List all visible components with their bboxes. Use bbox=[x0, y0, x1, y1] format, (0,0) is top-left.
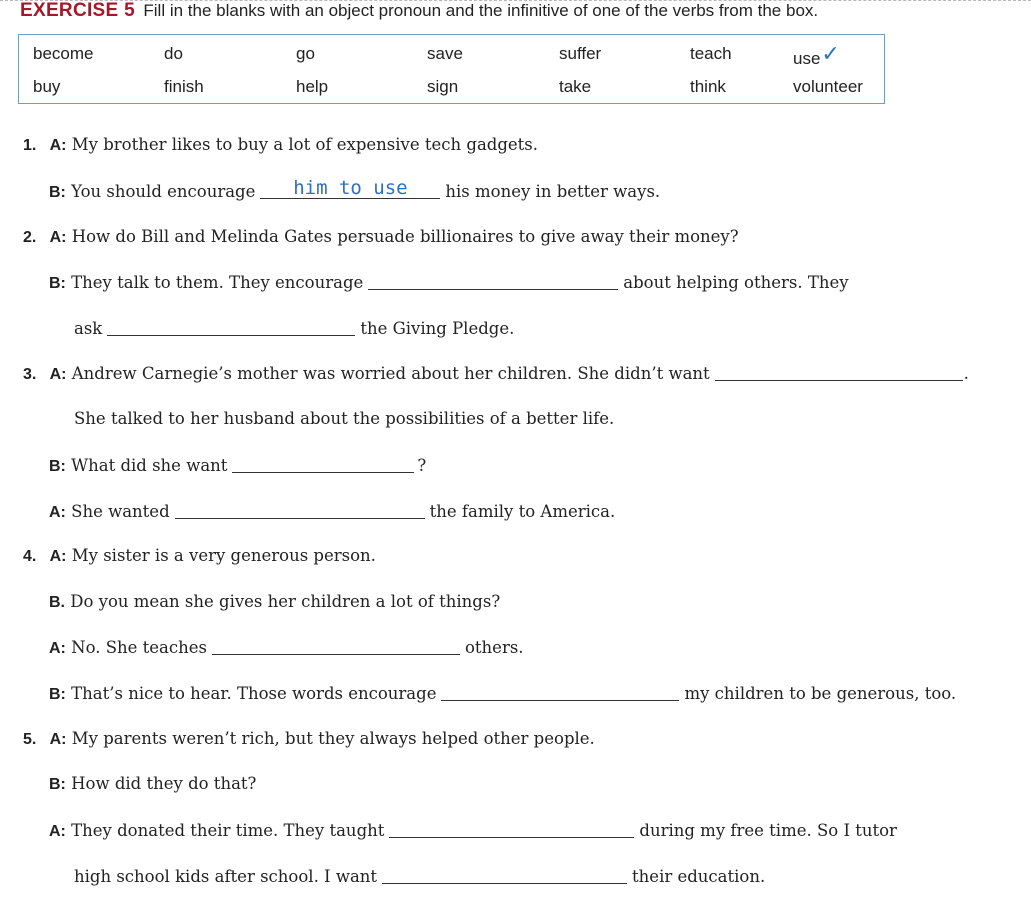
word-help: help bbox=[296, 77, 329, 96]
word-buy: buy bbox=[33, 77, 61, 96]
item-1-line-a bbox=[23, 135, 538, 156]
answer-blank[interactable] bbox=[368, 272, 618, 290]
item-number: 1. bbox=[23, 137, 37, 154]
speaker-label: B: bbox=[49, 184, 66, 201]
speaker-label: B: bbox=[49, 686, 66, 703]
word-sign: sign bbox=[427, 77, 459, 96]
dialogue-text: his money in better ways. bbox=[445, 182, 661, 201]
answer-blank[interactable] bbox=[441, 683, 679, 701]
speaker-label: A: bbox=[49, 640, 66, 657]
dialogue-text: Andrew Carnegie’s mother was worried about her children. She didn’t want bbox=[71, 364, 710, 383]
item-2-line-a bbox=[23, 227, 739, 248]
word-use bbox=[793, 41, 840, 70]
dialogue-text: That’s nice to hear. Those words encourage bbox=[71, 684, 437, 703]
handwritten-answer: him to use bbox=[293, 177, 408, 199]
verb-word-box bbox=[18, 34, 885, 104]
dialogue-text: No. She teaches bbox=[71, 638, 207, 657]
speaker-label: B. bbox=[49, 594, 65, 611]
word-volunteer: volunteer bbox=[793, 77, 863, 96]
item-number: 5. bbox=[23, 731, 37, 748]
item-5-line-c bbox=[74, 866, 765, 887]
dialogue-text: She wanted bbox=[71, 502, 170, 521]
speaker-label: A: bbox=[49, 504, 66, 521]
item-4-line-a bbox=[23, 546, 376, 567]
speaker-label: A: bbox=[49, 137, 67, 154]
word-finish: finish bbox=[164, 77, 204, 96]
dialogue-text: the Giving Pledge. bbox=[360, 319, 515, 338]
dialogue-text: What did she want bbox=[71, 456, 228, 475]
exercise-header bbox=[20, 0, 818, 22]
item-3-line-a bbox=[23, 363, 969, 385]
checkmark-icon: ✓ bbox=[821, 41, 840, 66]
item-2-line-c bbox=[74, 318, 514, 339]
dialogue-text: Do you mean she gives her children a lot of things? bbox=[70, 592, 501, 611]
dialogue-text: my children to be generous, too. bbox=[684, 684, 957, 703]
item-4-line-a2 bbox=[49, 637, 524, 659]
item-5-line-b bbox=[49, 774, 256, 795]
item-4-line-b bbox=[49, 592, 500, 613]
item-4-line-b2 bbox=[49, 683, 956, 705]
answer-blank[interactable] bbox=[715, 363, 963, 381]
speaker-label: A: bbox=[49, 548, 67, 565]
answer-blank[interactable] bbox=[212, 637, 460, 655]
speaker-label: B: bbox=[49, 458, 66, 475]
dialogue-text: during my free time. So I tutor bbox=[639, 821, 897, 840]
answer-blank[interactable] bbox=[107, 318, 355, 336]
dialogue-text: the family to America. bbox=[429, 502, 616, 521]
item-2-line-b bbox=[49, 272, 849, 294]
speaker-label: B: bbox=[49, 776, 66, 793]
item-3-line-b bbox=[49, 455, 426, 477]
dialogue-text: My sister is a very generous person. bbox=[71, 546, 376, 565]
dialogue-text: high school kids after school. I want bbox=[74, 867, 378, 886]
dialogue-text: They talk to them. They encourage bbox=[71, 273, 364, 292]
dialogue-text: You should encourage bbox=[71, 182, 256, 201]
word-become: become bbox=[33, 44, 94, 63]
answer-blank[interactable] bbox=[260, 177, 440, 199]
item-number: 4. bbox=[23, 548, 37, 565]
dialogue-text: about helping others. They bbox=[623, 273, 849, 292]
answer-blank[interactable] bbox=[389, 820, 634, 838]
dialogue-text: ? bbox=[417, 456, 427, 475]
dialogue-text: How do Bill and Melinda Gates persuade billionaires to give away their money? bbox=[71, 227, 739, 246]
speaker-label: A: bbox=[49, 366, 67, 383]
exercise-instructions: Fill in the blanks with an object pronoun and the infinitive of one of the verbs from the box. bbox=[143, 1, 819, 20]
answer-blank[interactable] bbox=[232, 455, 414, 473]
word-do: do bbox=[164, 44, 183, 63]
word-use-label: use bbox=[793, 49, 821, 68]
word-suffer: suffer bbox=[559, 44, 602, 63]
dialogue-text: . bbox=[963, 364, 969, 383]
item-5-line-a2 bbox=[49, 820, 897, 842]
item-number: 3. bbox=[23, 366, 37, 383]
word-teach: teach bbox=[690, 44, 732, 63]
dialogue-text: She talked to her husband about the possibilities of a better life. bbox=[74, 409, 615, 428]
item-5-line-a bbox=[23, 729, 595, 750]
speaker-label: B: bbox=[49, 275, 66, 292]
word-think: think bbox=[690, 77, 726, 96]
word-go: go bbox=[296, 44, 315, 63]
answer-blank[interactable] bbox=[175, 501, 425, 519]
dialogue-text: others. bbox=[464, 638, 524, 657]
word-save: save bbox=[427, 44, 463, 63]
speaker-label: A: bbox=[49, 823, 66, 840]
dialogue-text: their education. bbox=[632, 867, 766, 886]
dialogue-text: My brother likes to buy a lot of expensive tech gadgets. bbox=[71, 135, 539, 154]
answer-blank[interactable] bbox=[382, 866, 627, 884]
dialogue-text: ask bbox=[74, 319, 103, 338]
speaker-label: A: bbox=[49, 731, 67, 748]
item-3-line-a2 bbox=[49, 501, 615, 523]
dialogue-text: My parents weren’t rich, but they always helped other people. bbox=[71, 729, 595, 748]
dialogue-text: They donated their time. They taught bbox=[71, 821, 385, 840]
item-number: 2. bbox=[23, 229, 37, 246]
item-1-line-b bbox=[49, 177, 661, 203]
item-3-line-a-cont bbox=[74, 409, 614, 429]
speaker-label: A: bbox=[49, 229, 67, 246]
exercise-label: EXERCISE 5 bbox=[20, 0, 135, 21]
dialogue-text: How did they do that? bbox=[71, 774, 257, 793]
word-take: take bbox=[559, 77, 592, 96]
